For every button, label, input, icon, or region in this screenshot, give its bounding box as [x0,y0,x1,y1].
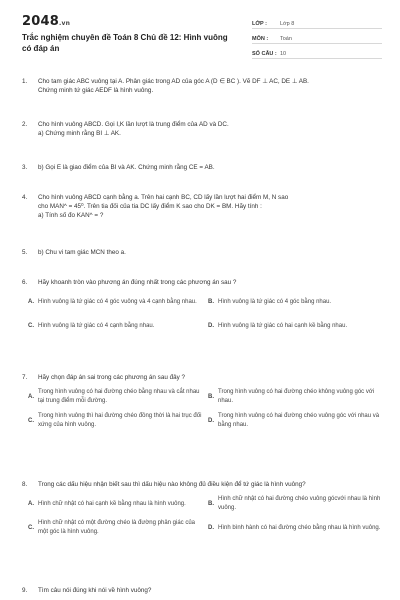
option-d[interactable] [208,317,382,335]
option-letter: C. [28,417,34,424]
meta-label: MÔN : [252,36,269,42]
question-text: Cho tam giác ABC vuông tại A. Phân giác trong AD của góc A (D ∈ BC ). Vẽ DF ⊥ AC, DE ⊥ AB. [38,78,309,85]
option-text: Hình vuông là tứ giác có 4 góc vuông và 4 cạnh bằng nhau. [38,298,197,305]
question-number: 5. [22,249,28,256]
document-header [22,14,382,60]
meta-row-count [252,46,382,59]
question-5 [22,248,382,257]
meta-value: Lớp 8 [280,21,295,27]
question-text: Trong các dấu hiệu nhận biết sau thì dấu hiệu nào không đủ điều kiện để tứ giác là hình vuông? [38,481,306,488]
question-text: Hãy chọn đáp án sai trong các phương án sau đây ? [38,374,185,381]
option-letter: A. [28,393,34,400]
answer-options [22,293,382,335]
question-text: cho MAN^ = 45⁰. Trên tia đối của tia DC lấy điểm K sao cho DK = BM. Hãy tính : [38,203,262,210]
option-c[interactable] [28,412,202,430]
site-logo[interactable] [22,14,70,29]
option-c[interactable] [28,317,202,335]
question-text: Tìm câu nói đúng khi nói về hình vuông? [38,587,152,594]
option-letter: D. [208,322,214,329]
answer-options [22,388,382,430]
question-9 [22,586,382,595]
option-letter: B. [208,298,214,305]
option-letter: A. [28,298,34,305]
question-8 [22,480,382,537]
option-letter: C. [28,322,34,329]
question-text: Hãy khoanh tròn vào phương án đúng nhất trong các phương án sau ? [38,279,237,286]
option-text: Hình vuông là tứ giác có 4 góc bằng nhau. [218,298,332,305]
option-d[interactable] [208,412,382,430]
option-c[interactable] [28,519,202,537]
option-b[interactable] [208,388,382,406]
logo-suffix: .vn [58,20,71,27]
meta-label: SỐ CÂU : [252,51,277,57]
option-b[interactable] [208,495,382,513]
question-number: 3. [22,164,28,171]
option-letter: D. [208,524,214,531]
meta-value: 10 [280,51,287,57]
logo-text: 2048 [22,14,59,29]
option-a[interactable] [28,293,202,311]
question-3 [22,163,382,172]
question-text: a) Tính số đo KAN^ = ? [38,212,104,219]
question-4 [22,193,382,220]
option-text: Hình vuông là tứ giác có hai cạnh kề bằng nhau. [218,322,348,329]
question-number: 2. [22,121,28,128]
question-1 [22,77,382,95]
question-text: a) Chứng minh rằng BI ⊥ AK. [38,130,121,137]
question-number: 6. [22,279,28,286]
option-text: Trong hình vuông thì hai đường chéo đồng thời là hai trục đối xứng của hình vuông. [38,413,202,428]
option-letter: B. [208,500,214,507]
meta-info [252,16,382,59]
option-text: Hình vuông là tứ giác có 4 cạnh bằng nhau. [38,322,155,329]
question-text: Cho hình vuông ABCD. Gọi I,K lần lượt là trung điểm của AD và DC. [38,121,229,128]
question-2 [22,120,382,138]
option-letter: D. [208,417,214,424]
meta-label: LỚP : [252,21,267,27]
question-number: 1. [22,78,28,85]
document-title: Trắc nghiệm chuyên đề Toán 8 Chủ đề 12: Hình vuông có đáp án [22,33,228,53]
option-text: Hình chữ nhật có hai cạnh kề bằng nhau là hình vuông. [38,500,186,507]
option-text: Trong hình vuông có hai đường chéo bằng nhau và cắt nhau tại trung điểm mỗi đường. [38,389,200,404]
question-text: b) Chu vi tam giác MCN theo a. [38,249,126,256]
option-a[interactable] [28,495,202,513]
question-number: 8. [22,481,28,488]
meta-row-subject [252,31,382,44]
option-text: Trong hình vuông có hai đường chéo vuông góc với nhau và bằng nhau. [218,413,380,428]
meta-row-class [252,16,382,29]
option-letter: C. [28,524,34,531]
option-a[interactable] [28,388,202,406]
option-b[interactable] [208,293,382,311]
option-text: Hình chữ nhật có một đường chéo là đường phân giác của một góc là hình vuông. [38,520,196,535]
option-text: Hình chữ nhật có hai đường chéo vuông gócvới nhau là hình vuông. [218,496,381,511]
question-text: b) Gọi E là giao điểm của BI và AK. Chứng minh rằng CE = AB. [38,164,215,171]
option-text: Hình bình hành có hai đường chéo bằng nhau là hình vuông. [218,524,381,531]
answer-options [22,495,382,537]
option-letter: A. [28,500,34,507]
question-text: Chứng minh tứ giác AEDF là hình vuông. [38,87,154,94]
question-6 [22,278,382,335]
question-number: 4. [22,194,28,201]
question-number: 7. [22,374,28,381]
question-7 [22,373,382,430]
option-text: Trong hình vuông có hai đường chéo không vuông góc với nhau. [218,389,375,404]
option-letter: B. [208,393,214,400]
question-number: 9. [22,587,28,594]
meta-value: Toán [280,36,292,42]
option-d[interactable] [208,519,382,537]
question-text: Cho hình vuông ABCD cạnh bằng a. Trên hai cạnh BC, CD lấy lần lượt hai điểm M, N sao [38,194,289,201]
